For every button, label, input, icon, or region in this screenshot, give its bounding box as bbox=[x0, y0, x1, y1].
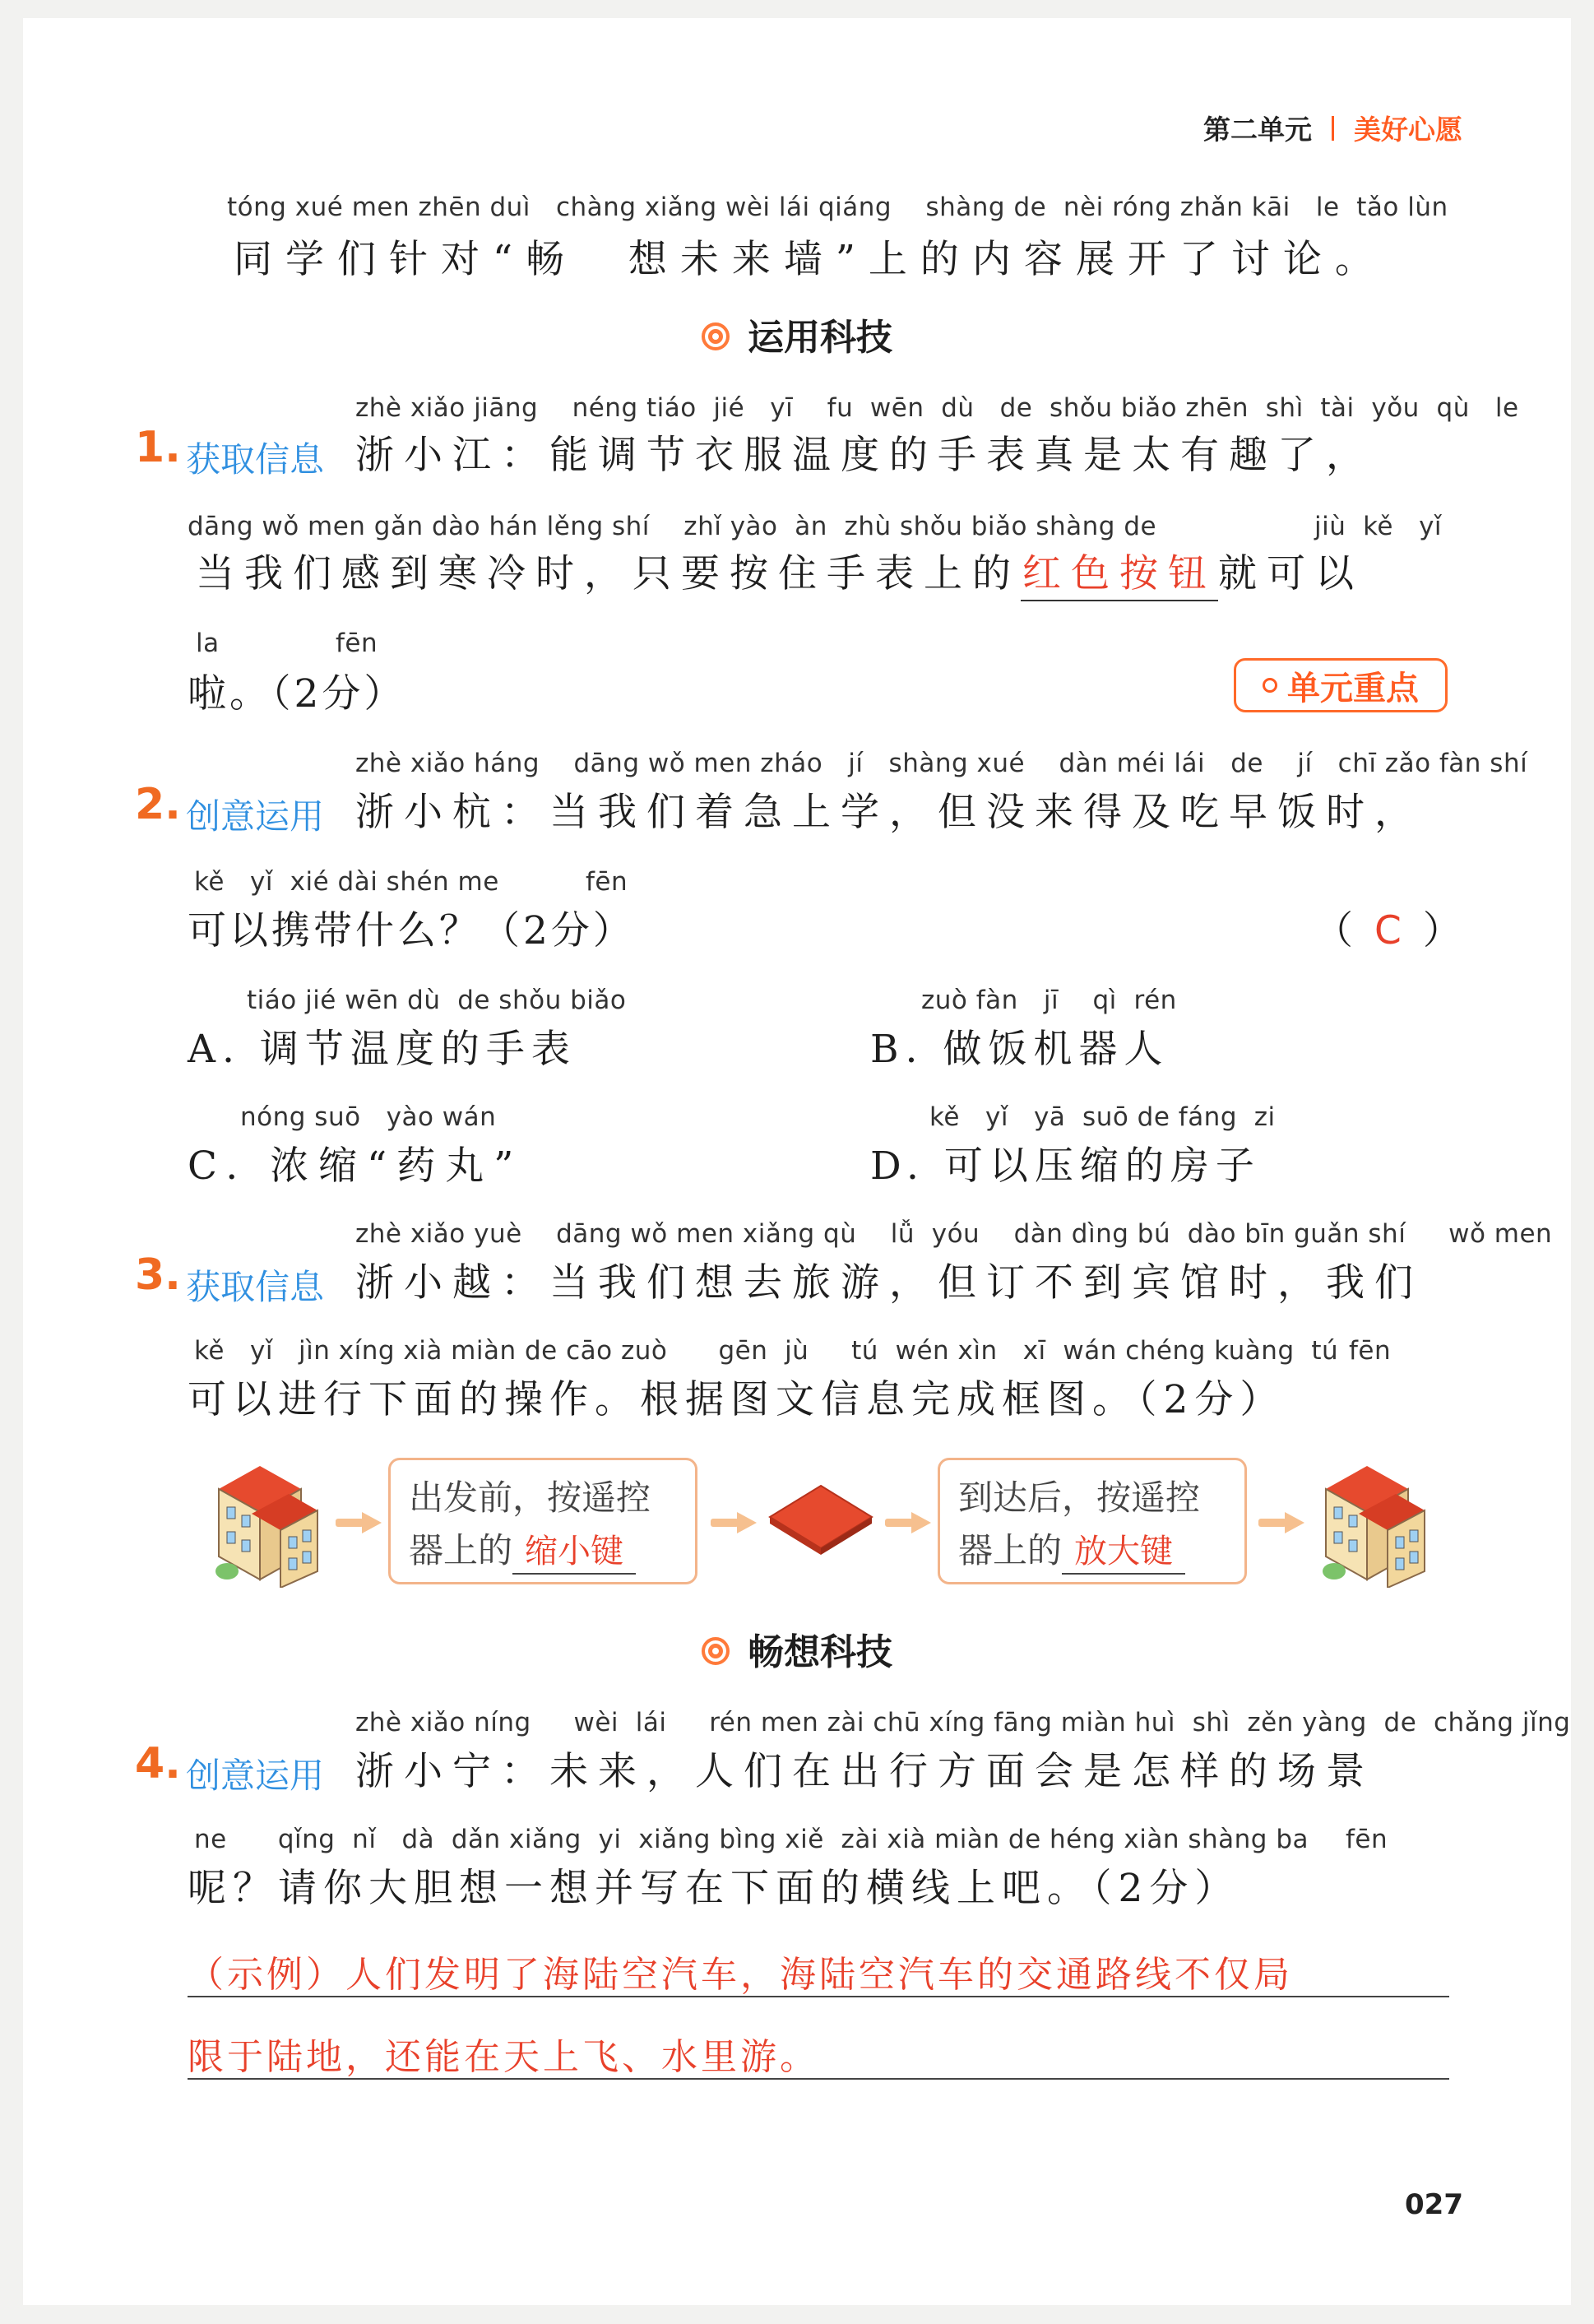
unit-header bbox=[1203, 109, 1462, 147]
unit-theme: 美好心愿 bbox=[1354, 114, 1462, 146]
q2-answer-paren bbox=[1314, 900, 1465, 955]
badge-dot-icon bbox=[1263, 678, 1277, 693]
flow-arrow-4-icon bbox=[1258, 1512, 1304, 1533]
flow-box-2-line2: 器上的 bbox=[958, 1530, 1063, 1570]
flow-box-1-answer: 缩小键 bbox=[512, 1530, 636, 1575]
section-title-text: 运用科技 bbox=[748, 317, 892, 359]
q2-answer: C bbox=[1374, 908, 1405, 953]
flow-box-after-arrival bbox=[938, 1458, 1247, 1584]
q1-line2-pinyin-b: jiù kě yǐ bbox=[1314, 512, 1443, 541]
q4-answer-line1: （示例）人们发明了海陆空汽车，海陆空汽车的交通路线不仅局 bbox=[188, 1954, 1293, 1996]
q3-line2-pinyin: kě yǐ jìn xíng xià miàn de cāo zuò gēn jù tú wén xìn xī wán chéng kuàng tú bbox=[194, 1336, 1339, 1366]
flow-box-1-line1: 出发前，按遥控 bbox=[409, 1477, 651, 1518]
q4-answer-underline-2 bbox=[188, 2078, 1449, 2080]
q3-line2-text: 可以进行下面的操作。根据图文信息完成框图。（2分） bbox=[188, 1377, 1286, 1422]
q2-line1-pinyin: zhè xiǎo háng dāng wǒ men zháo jí shàng xué dàn méi lái de jí chī zǎo fàn shí bbox=[355, 749, 1528, 778]
header-divider bbox=[1332, 116, 1334, 141]
q1-line2-text-a: 当我们感到寒冷时，只要按住手表上的 bbox=[196, 551, 1021, 596]
q4-line2-text: 呢？请你大胆想一想并写在下面的横线上吧。（2分） bbox=[188, 1866, 1240, 1911]
q2-paren-open: （ bbox=[1314, 908, 1356, 953]
section-title-imagine-tech bbox=[0, 1622, 1594, 1675]
building-large-left-icon bbox=[202, 1456, 326, 1588]
q4-line2-pinyin: ne qǐng nǐ dà dǎn xiǎng yi xiǎng bìng xiě zài xià miàn de héng xiàn shàng ba bbox=[194, 1825, 1309, 1854]
shrunken-building-icon bbox=[765, 1481, 877, 1560]
flow-box-before-departure bbox=[388, 1458, 697, 1584]
building-large-right-icon bbox=[1309, 1456, 1433, 1588]
q2-line2-pinyin-b: fēn bbox=[586, 867, 628, 897]
q4-tag: 创意运用 bbox=[186, 1756, 325, 1796]
q3-line1-text: 浙小越：当我们想去旅游，但订不到宾馆时，我们 bbox=[355, 1260, 1423, 1306]
section-ring-icon bbox=[702, 1637, 730, 1665]
q1-line3-pinyin-b: fēn bbox=[336, 629, 378, 658]
q4-line1-text: 浙小宁：未来，人们在出行方面会是怎样的场景 bbox=[355, 1749, 1374, 1794]
q1-line2-pinyin: dāng wǒ men gǎn dào hán lěng shí zhǐ yào àn zhù shǒu biǎo shàng de bbox=[188, 512, 1157, 541]
q2-option-c: C. 浓缩“药丸” bbox=[188, 1143, 524, 1189]
q2-option-d: D. 可以压缩的房子 bbox=[870, 1143, 1261, 1189]
q1-line3-pinyin-a: la bbox=[196, 629, 220, 658]
section-title-apply-tech bbox=[0, 308, 1594, 360]
flow-arrow-3-icon bbox=[885, 1512, 931, 1533]
q3-line1-pinyin: zhè xiǎo yuè dāng wǒ men xiǎng qù lǚ yóu dàn dìng bú dào bīn guǎn shí wǒ men bbox=[355, 1219, 1553, 1249]
q1-line2-text bbox=[196, 543, 1364, 598]
q2-line2-pinyin-a: kě yǐ xié dài shén me bbox=[194, 867, 499, 897]
intro-text: 同学们针对“畅 想未来墙”上的内容展开了讨论。 bbox=[234, 237, 1387, 282]
q4-line1-pinyin: zhè xiǎo níng wèi lái rén men zài chū xíng fāng miàn huì shì zěn yàng de chǎng jǐng bbox=[355, 1708, 1571, 1737]
q2-optD-pinyin: kě yǐ yā suō de fáng zi bbox=[929, 1102, 1276, 1132]
flow-arrow-2-icon bbox=[711, 1512, 757, 1533]
flow-arrow-1-icon bbox=[336, 1512, 382, 1533]
section-ring-icon bbox=[702, 322, 730, 350]
q2-option-a: A. 调节温度的手表 bbox=[188, 1027, 577, 1072]
page-number: 027 bbox=[1405, 2188, 1463, 2221]
q3-number: 3. bbox=[135, 1250, 181, 1300]
q2-line1-text: 浙小杭：当我们着急上学，但没来得及吃早饭时， bbox=[355, 790, 1423, 835]
q4-number: 4. bbox=[135, 1739, 181, 1788]
intro-pinyin: tóng xué men zhēn duì chàng xiǎng wèi lái qiáng shàng de nèi róng zhǎn kāi le tǎo lùn bbox=[227, 193, 1448, 222]
q3-line2-pinyin-b: fēn bbox=[1349, 1336, 1392, 1366]
q2-optB-pinyin: zuò fàn jī qì rén bbox=[921, 986, 1177, 1015]
q3-tag: 获取信息 bbox=[186, 1267, 325, 1307]
q1-number: 1. bbox=[135, 423, 181, 472]
q1-line3-text: 啦。（2分） bbox=[188, 671, 406, 717]
q2-tag: 创意运用 bbox=[186, 796, 325, 837]
q2-line2-text: 可以携带什么？（2分） bbox=[188, 908, 635, 953]
q4-answer-line2: 限于陆地，还能在天上飞、水里游。 bbox=[188, 2036, 819, 2078]
flow-box-2-answer: 放大键 bbox=[1062, 1530, 1185, 1575]
unit-label: 第二单元 bbox=[1203, 114, 1312, 146]
q2-optA-pinyin: tiáo jié wēn dù de shǒu biǎo bbox=[247, 986, 627, 1015]
flow-box-1-line2: 器上的 bbox=[409, 1530, 513, 1570]
unit-key-badge bbox=[1234, 658, 1448, 712]
q2-number: 2. bbox=[135, 780, 181, 829]
q1-tag: 获取信息 bbox=[186, 439, 325, 480]
q2-paren-close: ） bbox=[1422, 908, 1465, 953]
flow-box-2-line1: 到达后，按遥控 bbox=[958, 1477, 1201, 1518]
q4-line2-pinyin-b: fēn bbox=[1346, 1825, 1388, 1854]
q1-line2-text-b: 就可以 bbox=[1218, 551, 1364, 596]
q2-option-b: B. 做饭机器人 bbox=[870, 1027, 1170, 1072]
q1-answer-red-button: 红色按钮 bbox=[1021, 551, 1218, 601]
q1-line1-text: 浙小江：能调节衣服温度的手表真是太有趣了， bbox=[355, 433, 1374, 478]
q2-optC-pinyin: nóng suō yào wán bbox=[240, 1102, 497, 1132]
q1-line1-pinyin: zhè xiǎo jiāng néng tiáo jié yī fu wēn dù de shǒu biǎo zhēn shì tài yǒu qù le bbox=[355, 393, 1519, 423]
badge-label: 单元重点 bbox=[1287, 669, 1419, 707]
section-title-text: 畅想科技 bbox=[748, 1631, 892, 1673]
q4-answer-underline-1 bbox=[188, 1996, 1449, 1997]
